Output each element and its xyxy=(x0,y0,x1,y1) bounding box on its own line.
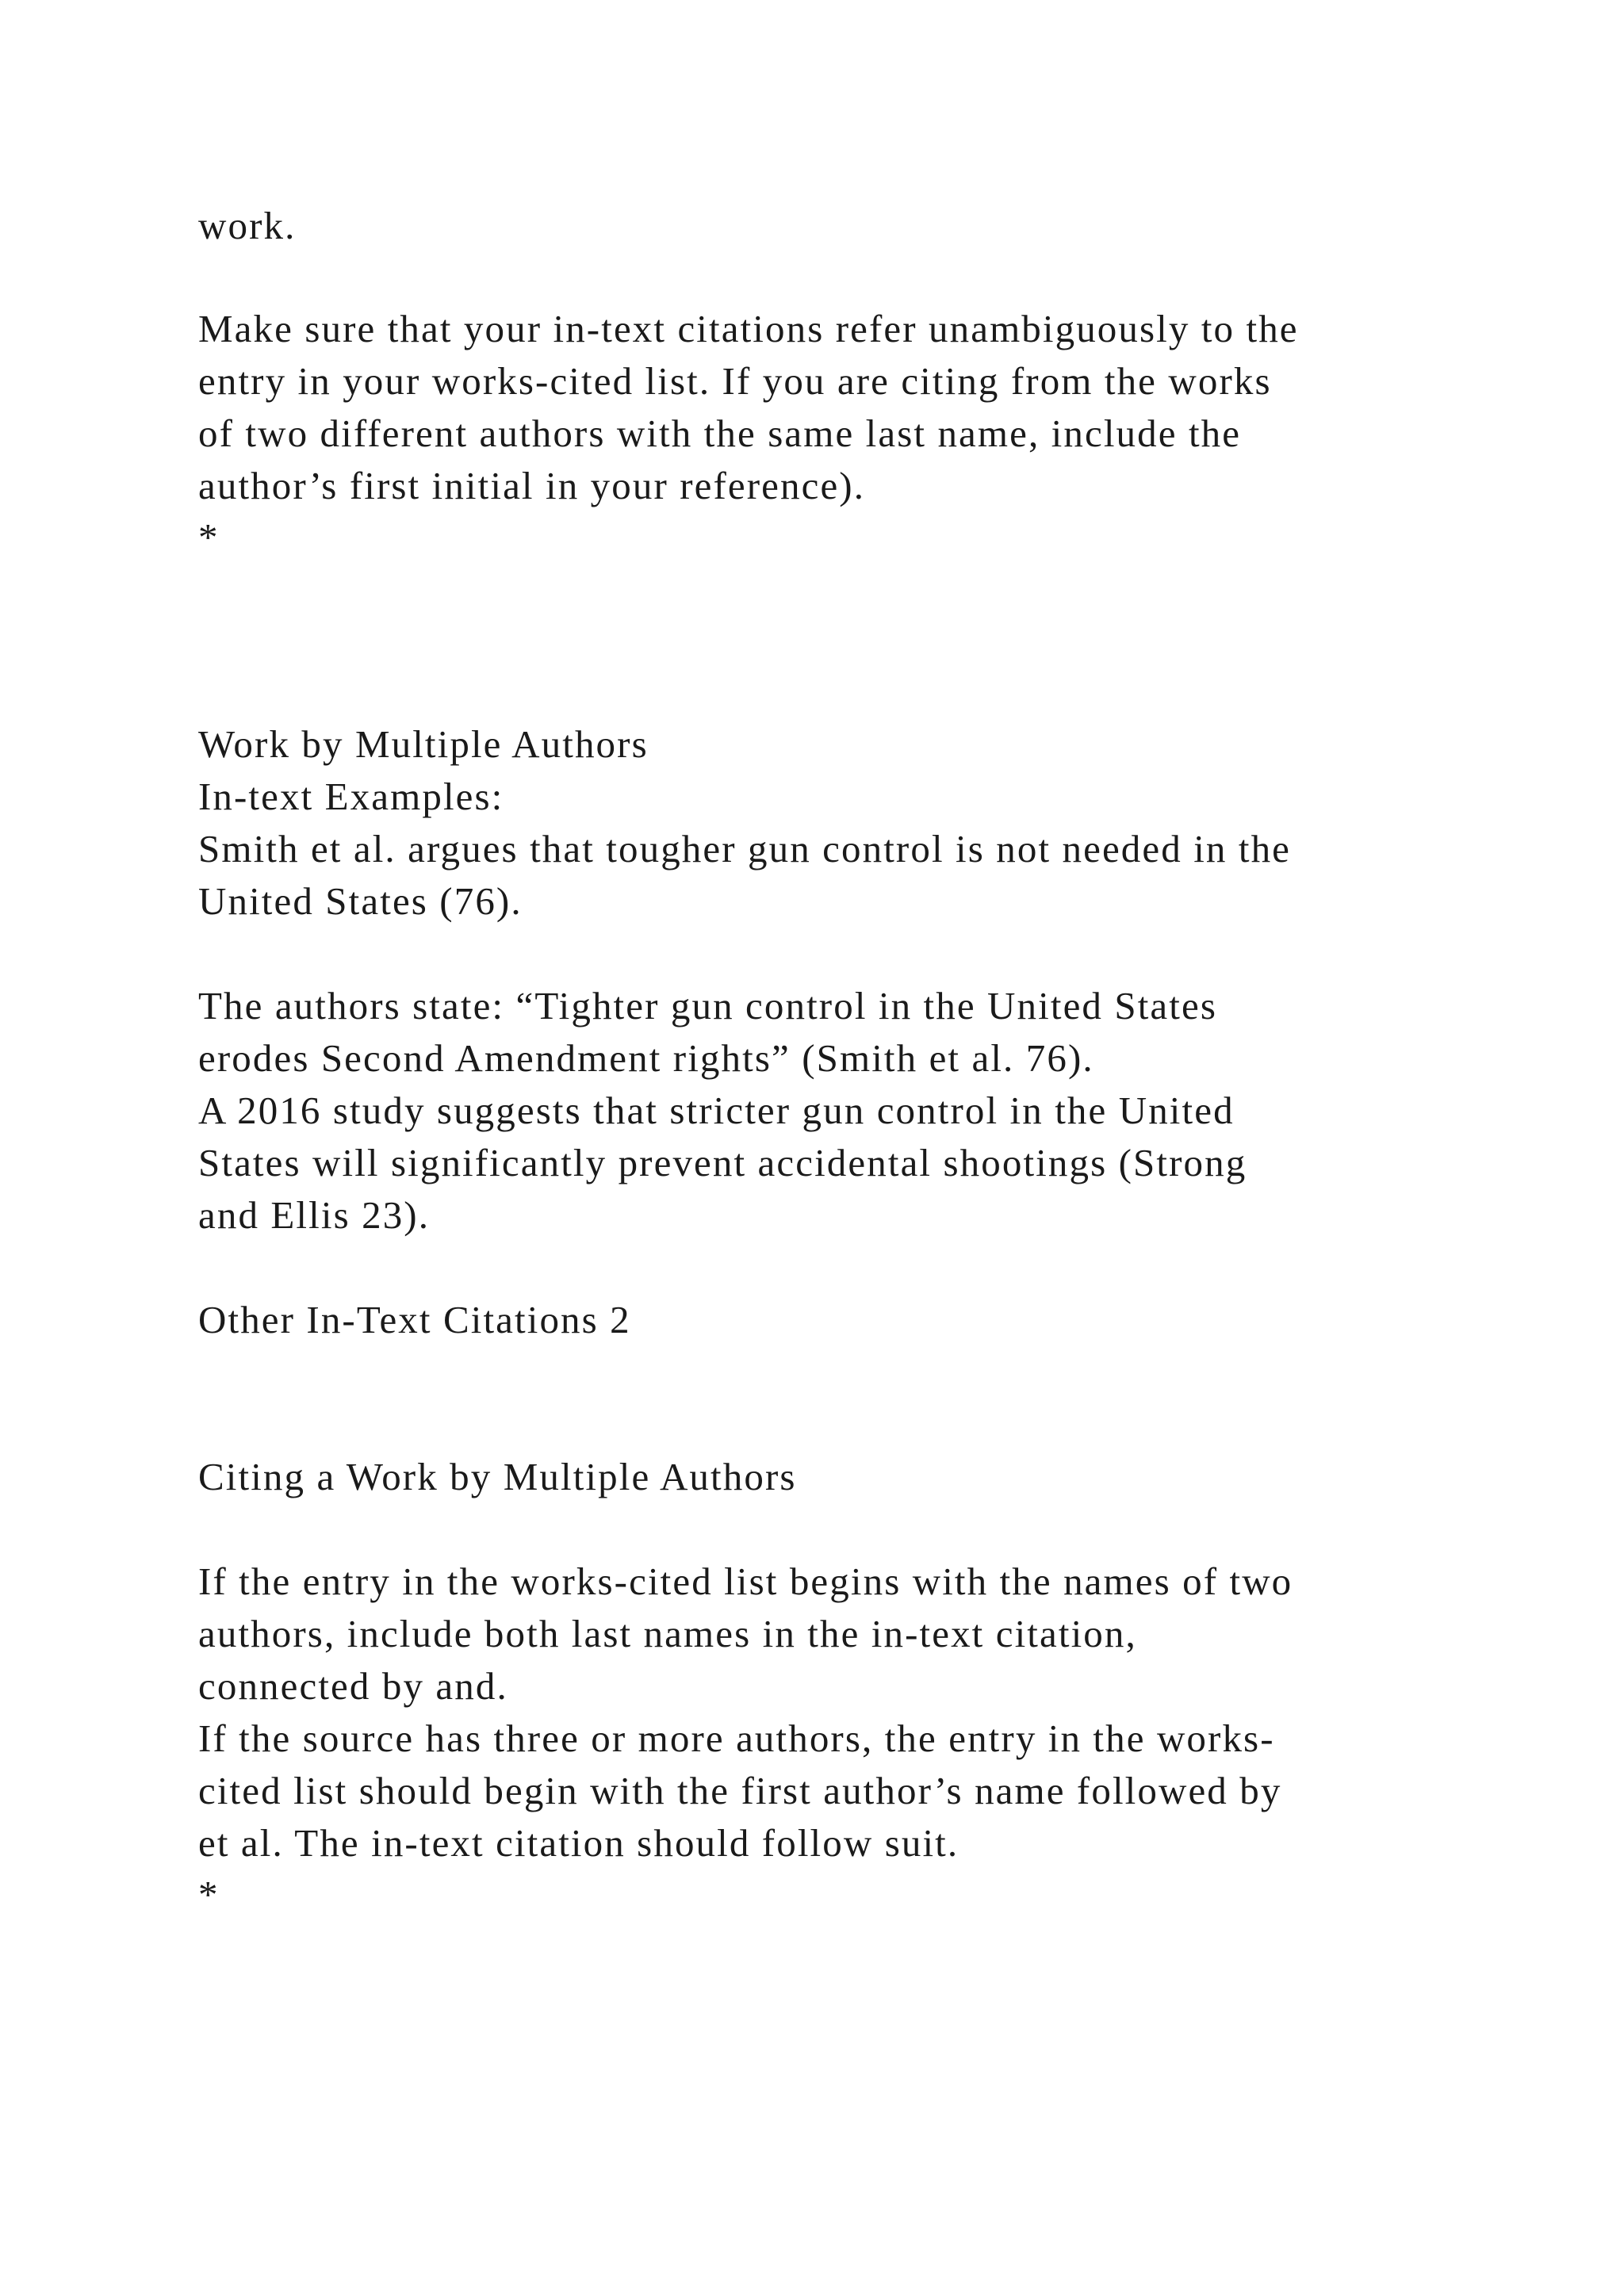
text-line: In-text Examples: xyxy=(198,775,504,818)
text-line: of two different authors with the same last name, include the xyxy=(198,411,1242,455)
text-line: connected by and. xyxy=(198,1664,508,1708)
text-line: work. xyxy=(198,204,297,247)
section-heading: Other In-Text Citations 2 xyxy=(198,1298,631,1341)
text-line: authors, include both last names in the in-text citation, xyxy=(198,1612,1137,1655)
text-line: United States (76). xyxy=(198,879,523,923)
text-line: If the entry in the works-cited list begins with the names of two xyxy=(198,1559,1293,1603)
text-line: If the source has three or more authors, the entry in the works- xyxy=(198,1716,1275,1760)
text-line: and Ellis 23). xyxy=(198,1193,431,1237)
text-line: Smith et al. argues that tougher gun control is not needed in the xyxy=(198,827,1292,871)
slide-separator-asterisk: * xyxy=(198,1873,220,1916)
section-heading: Citing a Work by Multiple Authors xyxy=(198,1455,797,1498)
text-line: cited list should begin with the first author’s name followed by xyxy=(198,1769,1282,1812)
section-heading: Work by Multiple Authors xyxy=(198,722,649,766)
text-line: erodes Second Amendment rights” (Smith et al. 76). xyxy=(198,1036,1094,1080)
slide-separator-asterisk: * xyxy=(198,515,220,559)
text-line: entry in your works-cited list. If you are citing from the works xyxy=(198,359,1272,403)
text-line: A 2016 study suggests that stricter gun control in the United xyxy=(198,1089,1235,1132)
text-line: et al. The in-text citation should follow suit. xyxy=(198,1821,959,1865)
text-line: States will significantly prevent accidental shootings (Strong xyxy=(198,1141,1247,1184)
text-line: Make sure that your in-text citations refer unambiguously to the xyxy=(198,307,1299,350)
text-line: author’s first initial in your reference). xyxy=(198,464,866,507)
text-line: The authors state: “Tighter gun control in the United States xyxy=(198,984,1218,1027)
